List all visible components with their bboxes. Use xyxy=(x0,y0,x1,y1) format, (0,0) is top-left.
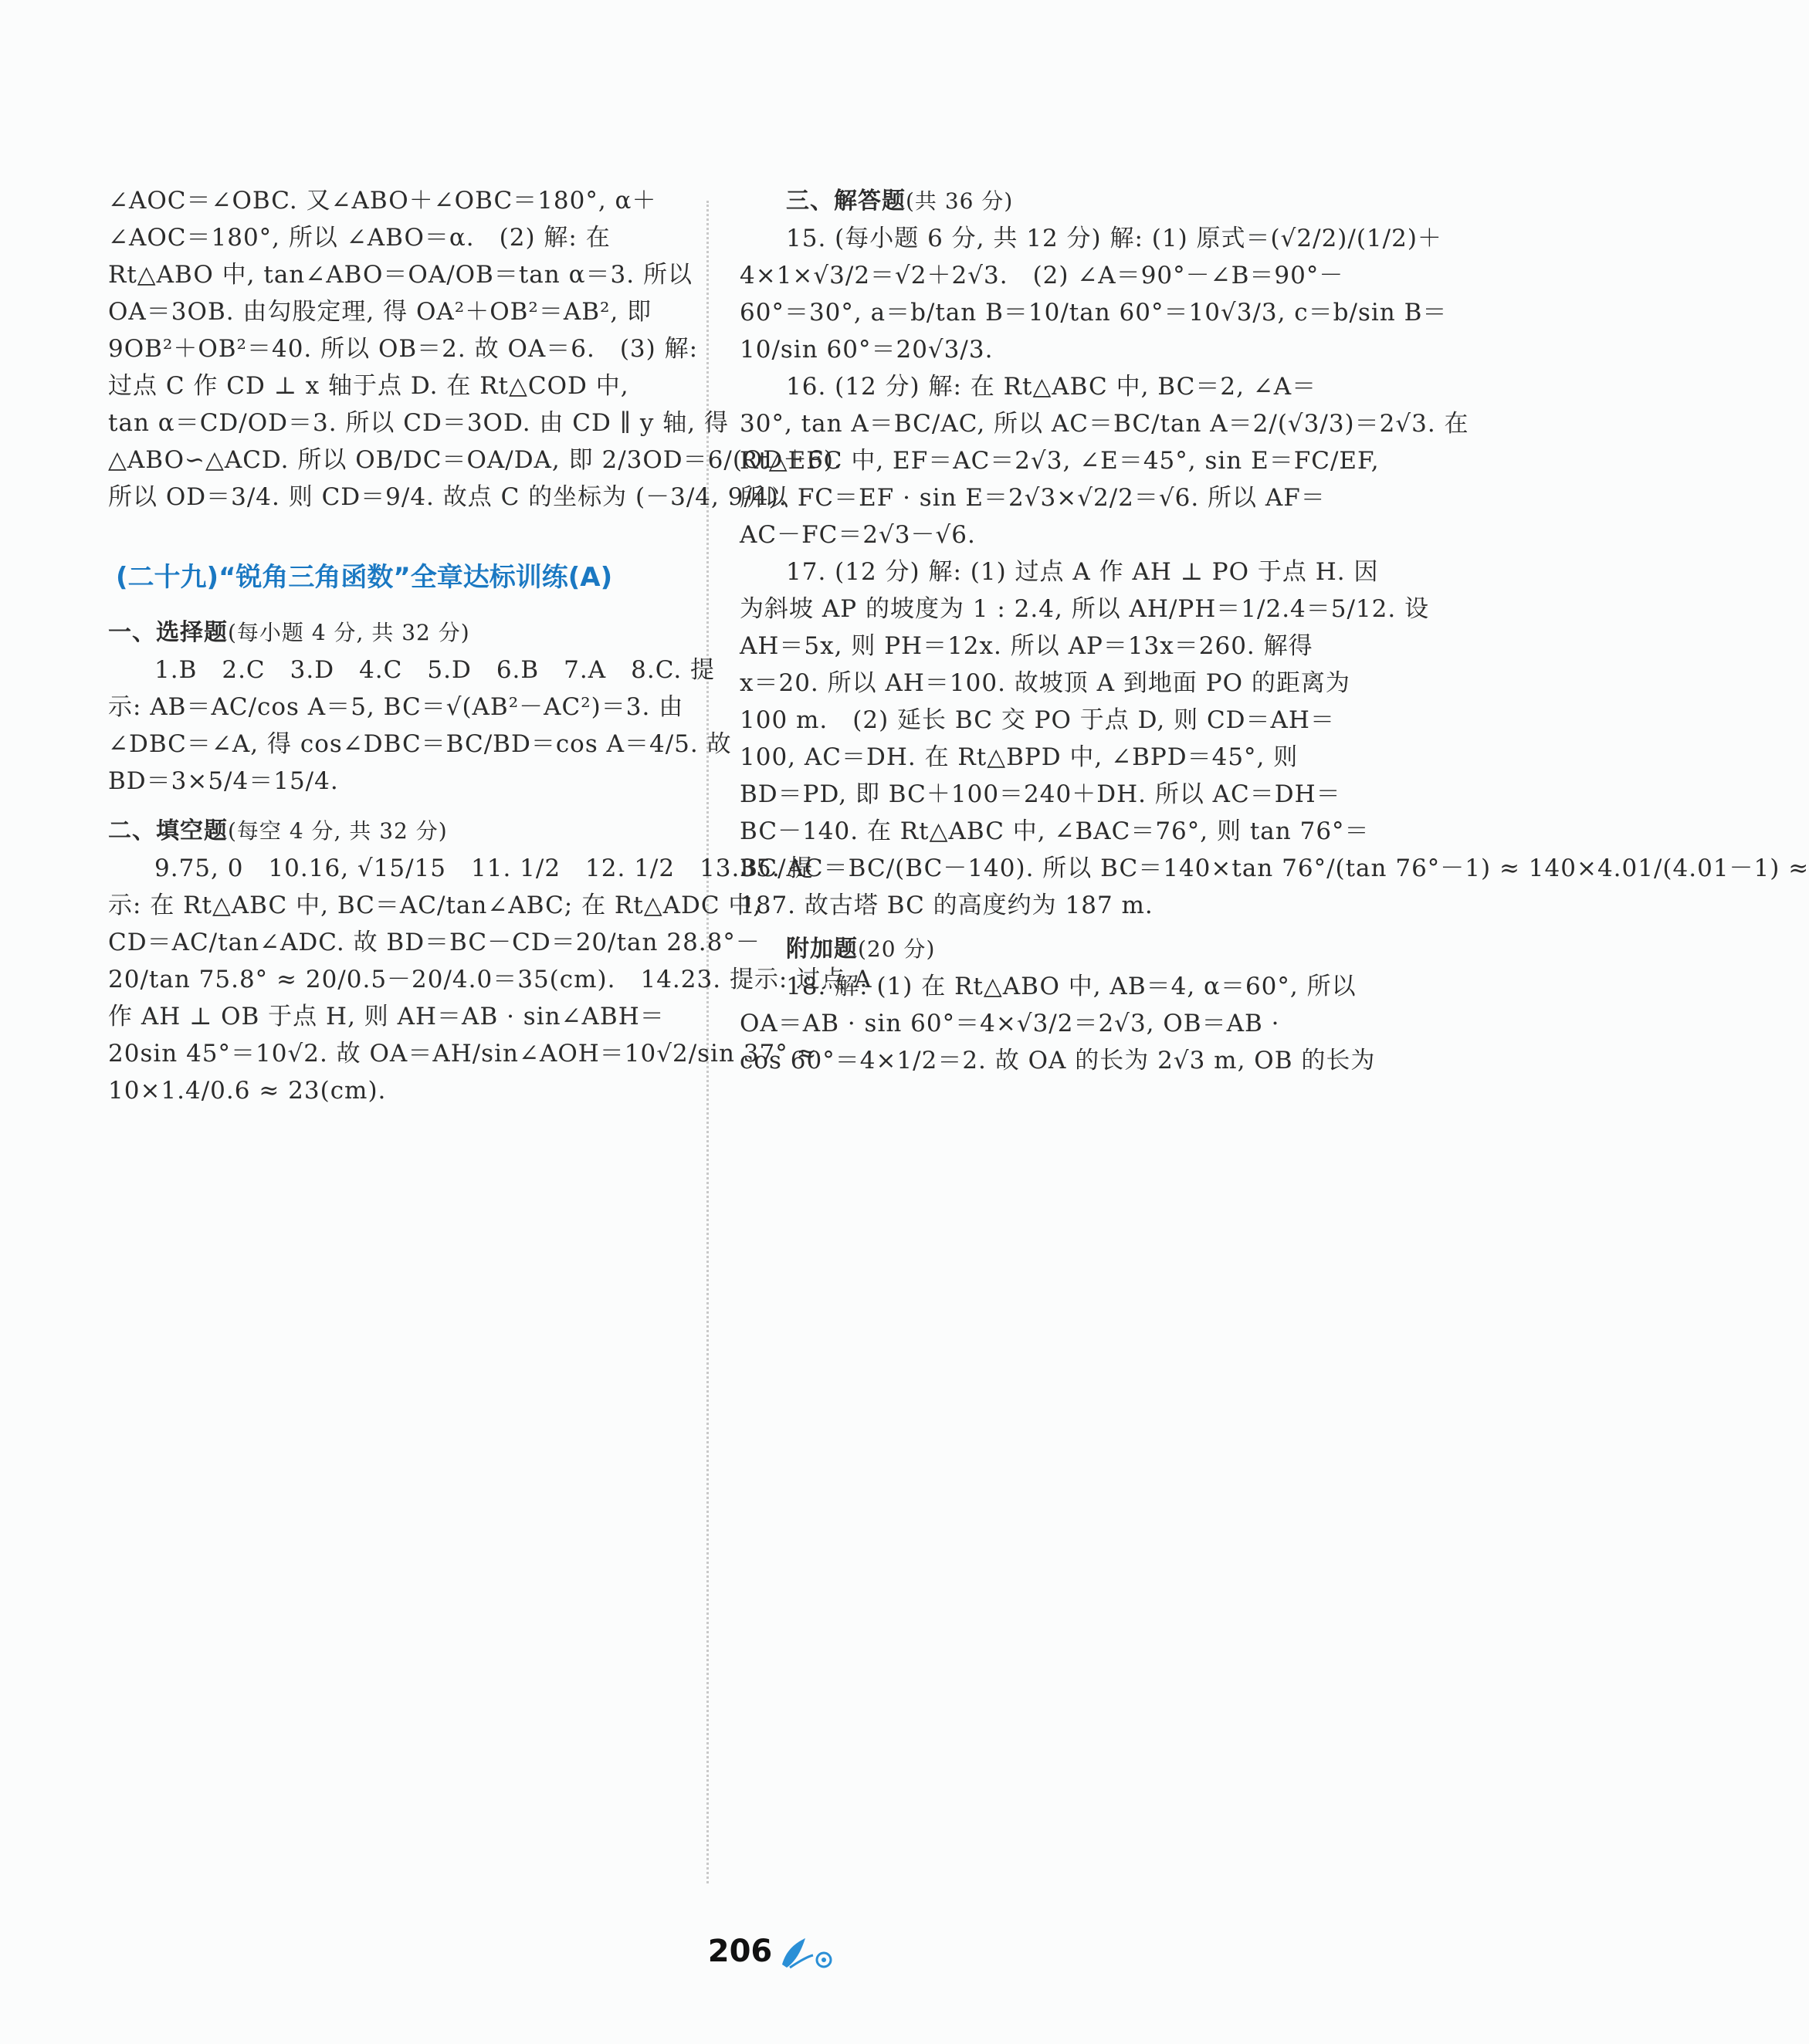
text-line: 9.75, 0 10.16, √15/15 11. 1/2 12. 1/2 13.35. 提 xyxy=(154,854,814,882)
text-line: cos 60°＝4×1/2＝2. 故 OA 的长为 2√3 m, OB 的长为 xyxy=(740,1047,1376,1074)
text-line: OA＝3OB. 由勾股定理, 得 OA²＋OB²＝AB², 即 xyxy=(108,298,652,326)
text-line: ∠DBC＝∠A, 得 cos∠DBC＝BC/BD＝cos A＝4/5. 故 xyxy=(108,730,732,758)
part3-title: 三、解答题 xyxy=(786,188,906,215)
text-line: 100 m. (2) 延长 BC 交 PO 于点 D, 则 CD＝AH＝ xyxy=(740,706,1335,734)
text-line: 17. (12 分) 解: (1) 过点 A 作 AH ⊥ PO 于点 H. 因 xyxy=(786,558,1379,586)
page-number: 206 xyxy=(707,1934,773,1969)
part2-heading xyxy=(108,815,703,847)
text-line: 10×1.4/0.6 ≈ 23(cm). xyxy=(108,1077,387,1105)
text-line: 20sin 45°＝10√2. 故 OA＝AH/sin∠AOH＝10√2/sin 37° ≈ xyxy=(108,1040,818,1068)
text-line: AH＝5x, 则 PH＝12x. 所以 AP＝13x＝260. 解得 xyxy=(740,632,1313,660)
text-line: tan α＝CD/OD＝3. 所以 CD＝3OD. 由 CD ∥ y 轴, 得 xyxy=(108,409,729,437)
part1-note: (每小题 4 分, 共 32 分) xyxy=(228,620,470,645)
text-line: 所以 OD＝3/4. 则 CD＝9/4. 故点 C 的坐标为 (－3/4, 9/4). xyxy=(108,483,788,511)
text-line: 为斜坡 AP 的坡度为 1 : 2.4, 所以 AH/PH＝1/2.4＝5/12. 设 xyxy=(740,595,1430,623)
text-line: 10/sin 60°＝20√3/3. xyxy=(740,336,994,364)
right-column xyxy=(740,185,1809,1082)
part1-title: 一、选择题 xyxy=(108,619,228,646)
text-line: 187. 故古塔 BC 的高度约为 187 m. xyxy=(740,892,1153,919)
part3-note: (共 36 分) xyxy=(906,188,1014,214)
text-line: 18. 解: (1) 在 Rt△ABO 中, AB＝4, α＝60°, 所以 xyxy=(786,973,1357,1000)
text-line: BC－140. 在 Rt△ABC 中, ∠BAC＝76°, 则 tan 76°＝ xyxy=(740,817,1370,845)
part2-note: (每空 4 分, 共 32 分) xyxy=(228,818,448,844)
text-line: CD＝AC/tan∠ADC. 故 BD＝BC－CD＝20/tan 28.8°－ xyxy=(108,929,761,956)
text-line: ∠AOC＝∠OBC. 又∠ABO＋∠OBC＝180°, α＋ xyxy=(108,187,657,215)
text-line: Rt△EFC 中, EF＝AC＝2√3, ∠E＝45°, sin E＝FC/EF, xyxy=(740,447,1380,475)
part1-heading xyxy=(108,617,703,648)
text-line: 过点 C 作 CD ⊥ x 轴于点 D. 在 Rt△COD 中, xyxy=(108,372,629,400)
text-line: BD＝3×5/4＝15/4. xyxy=(108,767,339,795)
text-line: 20/tan 75.8° ≈ 20/0.5－20/4.0＝35(cm). 14.23. 提示: 过点 A xyxy=(108,966,872,993)
text-line: 60°＝30°, a＝b/tan B＝10/tan 60°＝10√3/3, c＝b/sin B＝ xyxy=(740,299,1448,327)
text-line: △ABO∽△ACD. 所以 OB/DC＝OA/DA, 即 2/3OD＝6/(OD＋6). xyxy=(108,446,842,474)
text-line: 9OB²＋OB²＝40. 所以 OB＝2. 故 OA＝6. (3) 解: xyxy=(108,335,699,363)
text-line: 30°, tan A＝BC/AC, 所以 AC＝BC/tan A＝2/(√3/3)＝2√3. 在 xyxy=(740,410,1469,438)
text-line: Rt△ABO 中, tan∠ABO＝OA/OB＝tan α＝3. 所以 xyxy=(108,261,693,289)
section-title: (二十九)“锐角三角函数”全章达标训练(A) xyxy=(116,562,613,593)
text-line: 示: 在 Rt△ABC 中, BC＝AC/tan∠ABC; 在 Rt△ADC 中, xyxy=(108,892,762,919)
text-line: 16. (12 分) 解: 在 Rt△ABC 中, BC＝2, ∠A＝ xyxy=(786,373,1317,401)
text-line: x＝20. 所以 AH＝100. 故坡顶 A 到地面 PO 的距离为 xyxy=(740,669,1350,697)
text-line: 1.B 2.C 3.D 4.C 5.D 6.B 7.A 8.C. 提 xyxy=(154,656,716,684)
text-line: BD＝PD, 即 BC＋100＝240＋DH. 所以 AC＝DH＝ xyxy=(740,780,1341,808)
text-line: 所以 FC＝EF · sin E＝2√3×√2/2＝√6. 所以 AF＝ xyxy=(740,484,1326,512)
extra-heading xyxy=(740,933,1311,965)
part2-title: 二、填空题 xyxy=(108,817,228,844)
text-line: 15. (每小题 6 分, 共 12 分) 解: (1) 原式＝(√2/2)/(1/2)＋ xyxy=(786,225,1442,252)
part3-heading xyxy=(740,185,1311,217)
text-line: BC/AC＝BC/(BC－140). 所以 BC＝140×tan 76°/(tan 76°－1) ≈ 140×4.01/(4.01－1) ≈ xyxy=(740,854,1809,882)
text-line: 100, AC＝DH. 在 Rt△BPD 中, ∠BPD＝45°, 则 xyxy=(740,743,1299,771)
extra-note: (20 分) xyxy=(858,936,936,962)
text-line: 示: AB＝AC/cos A＝5, BC＝√(AB²－AC²)＝3. 由 xyxy=(108,693,684,721)
leaf-swirl-icon xyxy=(776,1934,845,1980)
text-line: 作 AH ⊥ OB 于点 H, 则 AH＝AB · sin∠ABH＝ xyxy=(108,1003,665,1030)
extra-title: 附加题 xyxy=(786,936,858,963)
text-line: 4×1×√3/2＝√2＋2√3. (2) ∠A＝90°－∠B＝90°－ xyxy=(740,262,1344,289)
text-line: ∠AOC＝180°, 所以 ∠ABO＝α. (2) 解: 在 xyxy=(108,224,611,252)
text-line: AC－FC＝2√3－√6. xyxy=(740,521,976,549)
text-line: OA＝AB · sin 60°＝4×√3/2＝2√3, OB＝AB · xyxy=(740,1010,1280,1037)
